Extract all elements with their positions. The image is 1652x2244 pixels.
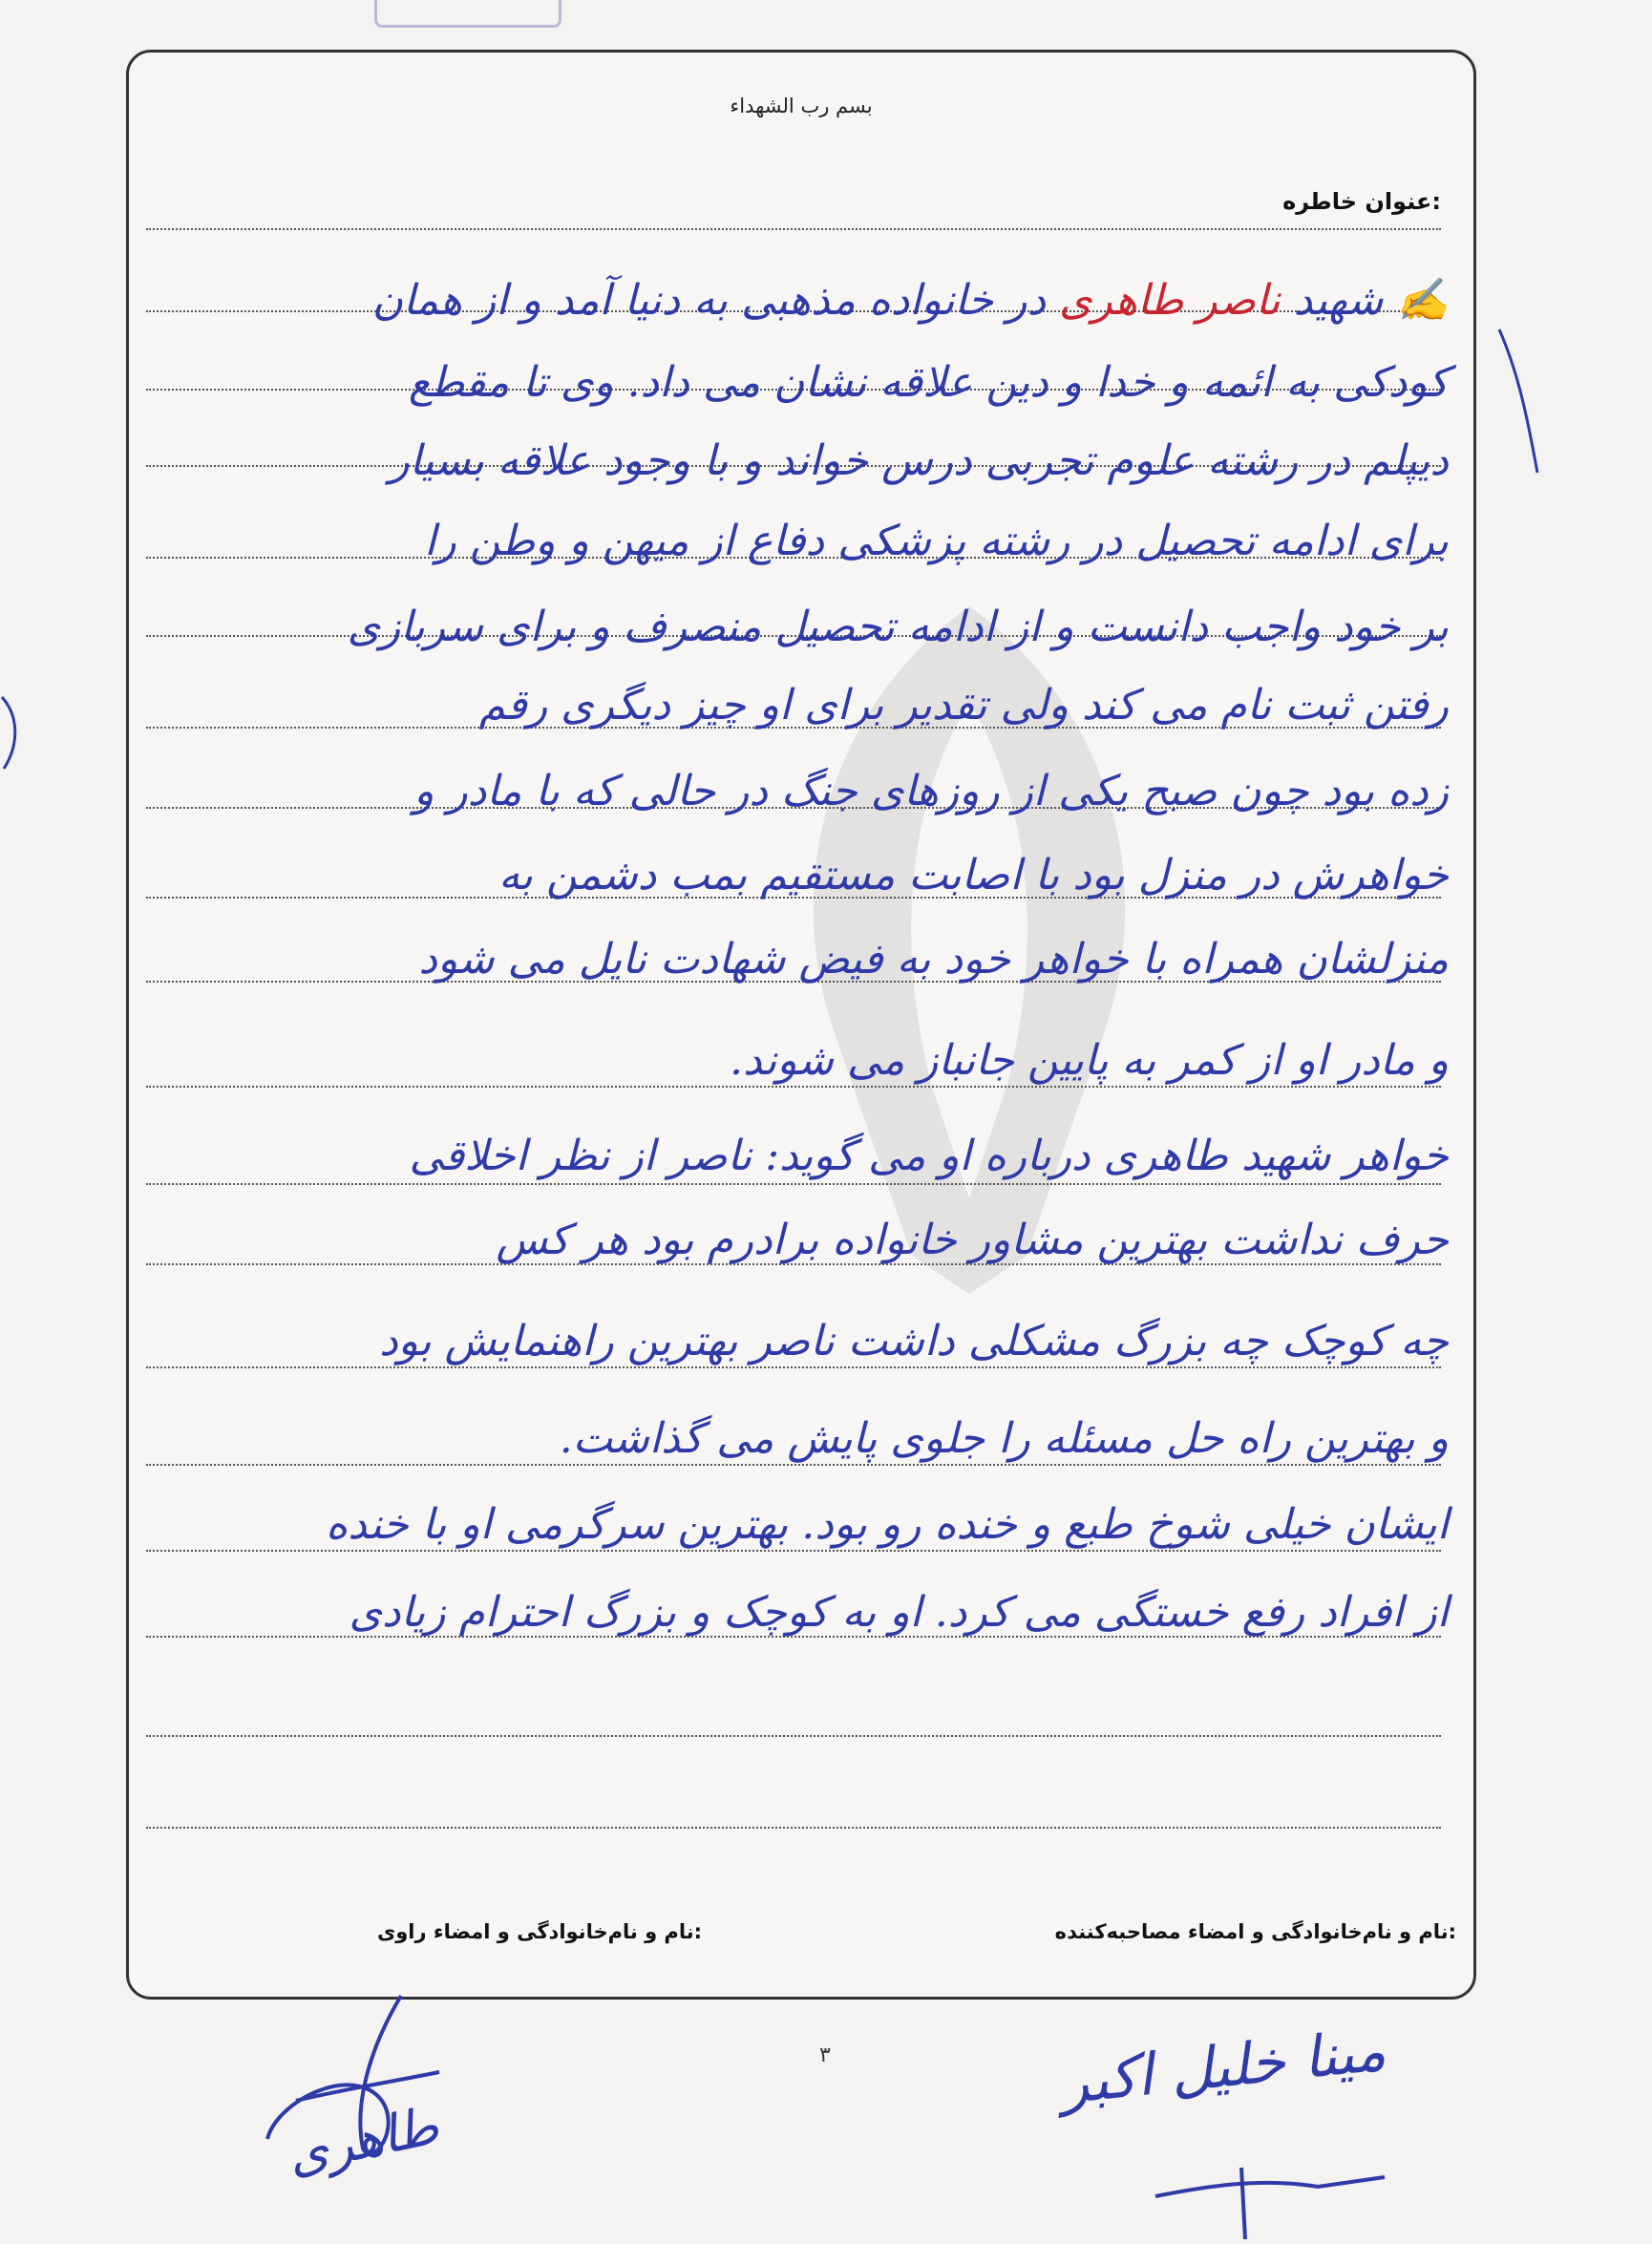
writing-rule — [146, 1550, 1441, 1552]
writing-rule — [146, 228, 1441, 230]
memoir-form-frame — [126, 50, 1476, 2000]
page-number: ۳ — [819, 2043, 831, 2067]
memoir-line: و مادر او از کمر به پایین جانباز می شوند. — [729, 1036, 1449, 1085]
memoir-line: منزلشان همراه با خواهر خود به فیض شهادت نایل می شود — [418, 935, 1449, 984]
memoir-line: خواهرش در منزل بود با اصابت مستقیم بمب دشمن به — [498, 851, 1449, 900]
memoir-line: بر خود واجب دانست و از ادامه تحصیل منصرف و برای سربازی — [347, 603, 1449, 651]
margin-ink-mark — [0, 688, 29, 773]
narrator-signature-label: نام و نام‌خانوادگی و امضاء راوی: — [377, 1920, 702, 1943]
writing-rule — [146, 1086, 1441, 1088]
memoir-title-label: عنوان خاطره: — [1282, 188, 1441, 215]
memoir-line-1: ✍ شهید ناصر طاهری در خانواده مذهبی به دنیا آمد و از همان — [371, 276, 1449, 325]
stamp-remnant — [374, 0, 561, 28]
interviewer-signature-scribble — [1146, 2158, 1394, 2244]
memoir-line: دیپلم در رشته علوم تجربی درس خواند و با وجود علاقه بسیار — [389, 436, 1449, 485]
writing-rule — [146, 1735, 1441, 1737]
memoir-line: حرف نداشت بهترین مشاور خانواده برادرم بود هر کس — [496, 1216, 1449, 1264]
memoir-line: ایشان خیلی شوخ طبع و خنده رو بود. بهترین سرگرمی او با خنده — [326, 1500, 1449, 1549]
writing-rule — [146, 1464, 1441, 1466]
memoir-line: خواهر شهید طاهری درباره او می گوید: ناصر از نظر اخلاقی — [409, 1132, 1449, 1180]
memoir-line: رفتن ثبت نام می کند ولی تقدیر برای او چیز دیگری رقم — [478, 681, 1449, 730]
memoir-line: و بهترین راه حل مسئله را جلوی پایش می گذاشت. — [559, 1414, 1449, 1463]
memoir-line: زده بود چون صبح یکی از روزهای جنگ در حالی که با مادر و — [413, 767, 1449, 815]
interviewer-signature: مینا خلیل اکبر — [1057, 2017, 1389, 2118]
martyr-name: ناصر طاهری — [1059, 276, 1281, 325]
memoir-line: کودکی به ائمه و خدا و دین علاقه نشان می داد. وی تا مقطع — [408, 358, 1449, 407]
writing-rule — [146, 1183, 1441, 1185]
writing-rule — [146, 1827, 1441, 1829]
interviewer-signature-label: نام و نام‌خانوادگی و امضاء مصاحبه‌کننده: — [1054, 1920, 1456, 1943]
memoir-line: برای ادامه تحصیل در رشته پزشکی دفاع از میهن و وطن را — [424, 517, 1449, 565]
pen-icon: ✍ — [1396, 276, 1449, 325]
narrator-signature: طاهری — [282, 2095, 444, 2186]
writing-rule — [146, 1366, 1441, 1368]
memoir-line: چه کوچک چه بزرگ مشکلی داشت ناصر بهترین راهنمایش بود — [379, 1317, 1449, 1365]
margin-ink-mark — [1490, 325, 1547, 477]
page-heading: بسم رب الشهداء — [730, 95, 873, 117]
memoir-line: از افراد رفع خستگی می کرد. او به کوچک و بزرگ احترام زیادی — [349, 1588, 1449, 1637]
